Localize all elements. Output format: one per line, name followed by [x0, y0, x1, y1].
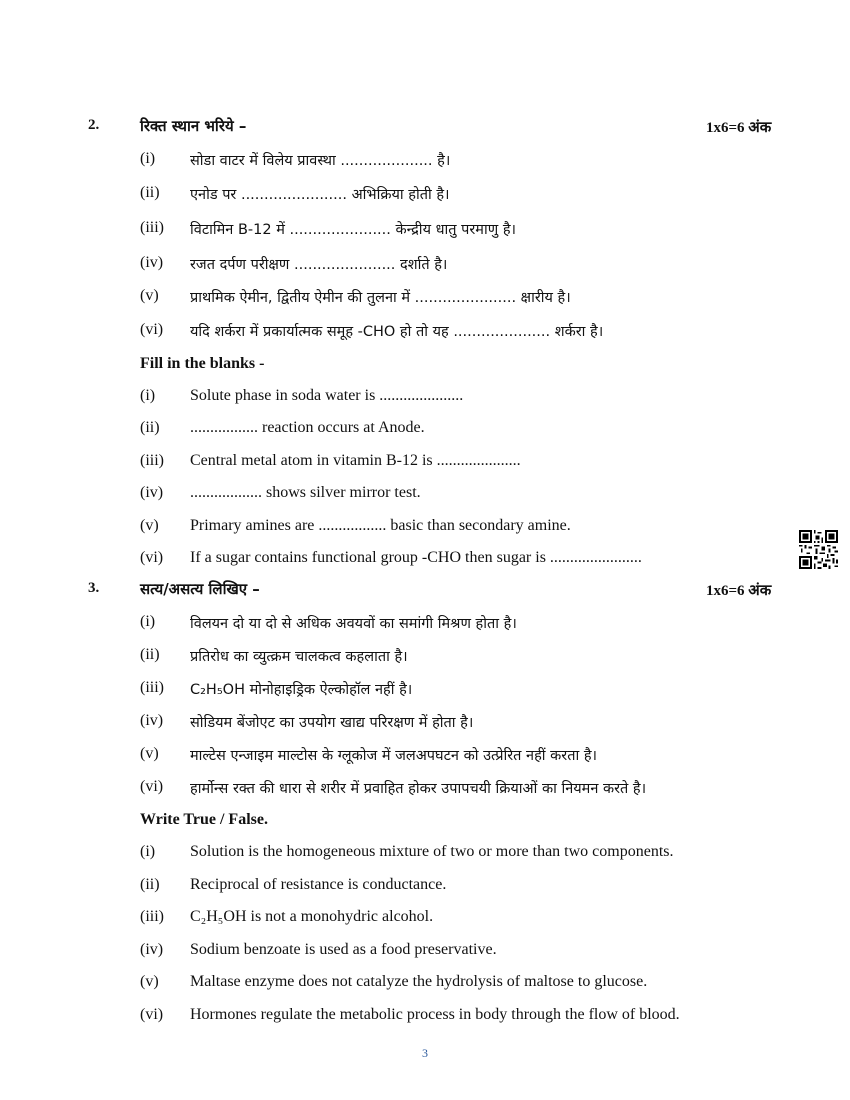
- q2-en-item-4: .................. shows silver mirror test.: [190, 484, 421, 501]
- q3-en-item-2-num: (ii): [140, 876, 160, 893]
- q3-hi-item-3-num: (iii): [140, 679, 164, 696]
- q3-hi-item-1: विलयन दो या दो से अधिक अवयवों का समांगी मिश्रण होता है।: [190, 616, 517, 632]
- q2-hi-item-6: यदि शर्करा में प्रकार्यात्मक समूह -CHO हो तो यह ..................... शर्करा है।: [190, 324, 604, 340]
- q2-en-item-3: Central metal atom in vitamin B-12 is .....................: [190, 452, 521, 469]
- q2-hi-item-3: विटामिन B-12 में ...................... केन्द्रीय धातु परमाणु है।: [190, 222, 517, 238]
- q3-en-item-3: C₂H₅OH is not a monohydric alcohol.: [190, 908, 434, 925]
- q2-hi-item-5-num: (v): [140, 287, 159, 304]
- q2-hi-item-6-num: (vi): [140, 321, 164, 338]
- q3-number: 3.: [88, 580, 100, 596]
- q3-hi-item-3: C₂H₅OH मोनोहाइड्रिक ऐल्कोहॉल नहीं है।: [190, 682, 413, 698]
- qr-code-icon: [799, 530, 838, 569]
- q2-hi-item-2-num: (ii): [140, 184, 160, 201]
- q3-hi-item-2: प्रतिरोध का व्युत्क्रम चालकत्व कहलाता है।: [190, 649, 408, 665]
- q3-title-english: Write True / False.: [140, 811, 268, 828]
- q3-en-item-4-num: (iv): [140, 941, 164, 958]
- q3-hi-item-1-num: (i): [140, 613, 156, 630]
- q2-hi-item-3-num: (iii): [140, 219, 164, 236]
- q3-hi-item-5: माल्टेस एन्जाइम माल्टोस के ग्लूकोज में जलअपघटन को उत्प्रेरित नहीं करता है।: [190, 748, 598, 764]
- q3-en-item-1: Solution is the homogeneous mixture of two or more than two components.: [190, 843, 674, 860]
- q2-title-english: Fill in the blanks -: [140, 355, 265, 372]
- q2-en-item-6-num: (vi): [140, 549, 164, 566]
- q2-hi-item-1-num: (i): [140, 150, 156, 167]
- q2-hi-item-4: रजत दर्पण परीक्षण ...................... दर्शाते है।: [190, 257, 448, 273]
- page-number: 3: [422, 1046, 428, 1060]
- q3-hi-item-6: हार्मोन्स रक्त की धारा से शरीर में प्रवाहित होकर उपापचयी क्रियाओं का नियमन करते है।: [190, 781, 647, 797]
- q2-hi-item-4-num: (iv): [140, 254, 164, 271]
- q2-title-hindi: रिक्त स्थान भरिये –: [140, 117, 247, 135]
- q3-hi-item-5-num: (v): [140, 745, 159, 762]
- q2-marks: 1x6=6 अंक: [706, 120, 772, 136]
- q2-en-item-6: If a sugar contains functional group -CHO then sugar is .......................: [190, 549, 642, 566]
- q2-number: 2.: [88, 117, 100, 133]
- q2-hi-item-1: सोडा वाटर में विलेय प्रावस्था .................... है।: [190, 153, 451, 169]
- q2-en-item-2-num: (ii): [140, 419, 160, 436]
- q3-hi-item-2-num: (ii): [140, 646, 160, 663]
- q3-en-item-4: Sodium benzoate is used as a food preservative.: [190, 941, 497, 958]
- q2-en-item-3-num: (iii): [140, 452, 164, 469]
- q3-hi-item-6-num: (vi): [140, 778, 164, 795]
- q2-en-item-2: ................. reaction occurs at Anode.: [190, 419, 425, 436]
- q3-en-item-5: Maltase enzyme does not catalyze the hydrolysis of maltose to glucose.: [190, 973, 648, 990]
- q2-en-item-4-num: (iv): [140, 484, 164, 501]
- q3-en-item-3-num: (iii): [140, 908, 164, 925]
- q3-hi-item-4-num: (iv): [140, 712, 164, 729]
- q2-hi-item-2: एनोड पर ....................... अभिक्रिया होती है।: [190, 187, 450, 203]
- q3-hi-item-4: सोडियम बेंजोएट का उपयोग खाद्य परिरक्षण में होता है।: [190, 715, 474, 731]
- q2-en-item-5-num: (v): [140, 517, 159, 534]
- q2-en-item-5: Primary amines are ................. basic than secondary amine.: [190, 517, 571, 534]
- q2-en-item-1-num: (i): [140, 387, 156, 404]
- q3-en-item-1-num: (i): [140, 843, 156, 860]
- q3-marks: 1x6=6 अंक: [706, 583, 772, 599]
- q2-hi-item-5: प्राथमिक ऐमीन, द्वितीय ऐमीन की तुलना में ...................... क्षारीय है।: [190, 290, 571, 306]
- q3-en-item-5-num: (v): [140, 973, 159, 990]
- q3-en-item-2: Reciprocal of resistance is conductance.: [190, 876, 447, 893]
- q2-en-item-1: Solute phase in soda water is .....................: [190, 387, 464, 404]
- q3-title-hindi: सत्य/असत्य लिखिए –: [140, 580, 260, 598]
- q3-en-item-6-num: (vi): [140, 1006, 164, 1023]
- q3-en-item-6: Hormones regulate the metabolic process in body through the flow of blood.: [190, 1006, 680, 1023]
